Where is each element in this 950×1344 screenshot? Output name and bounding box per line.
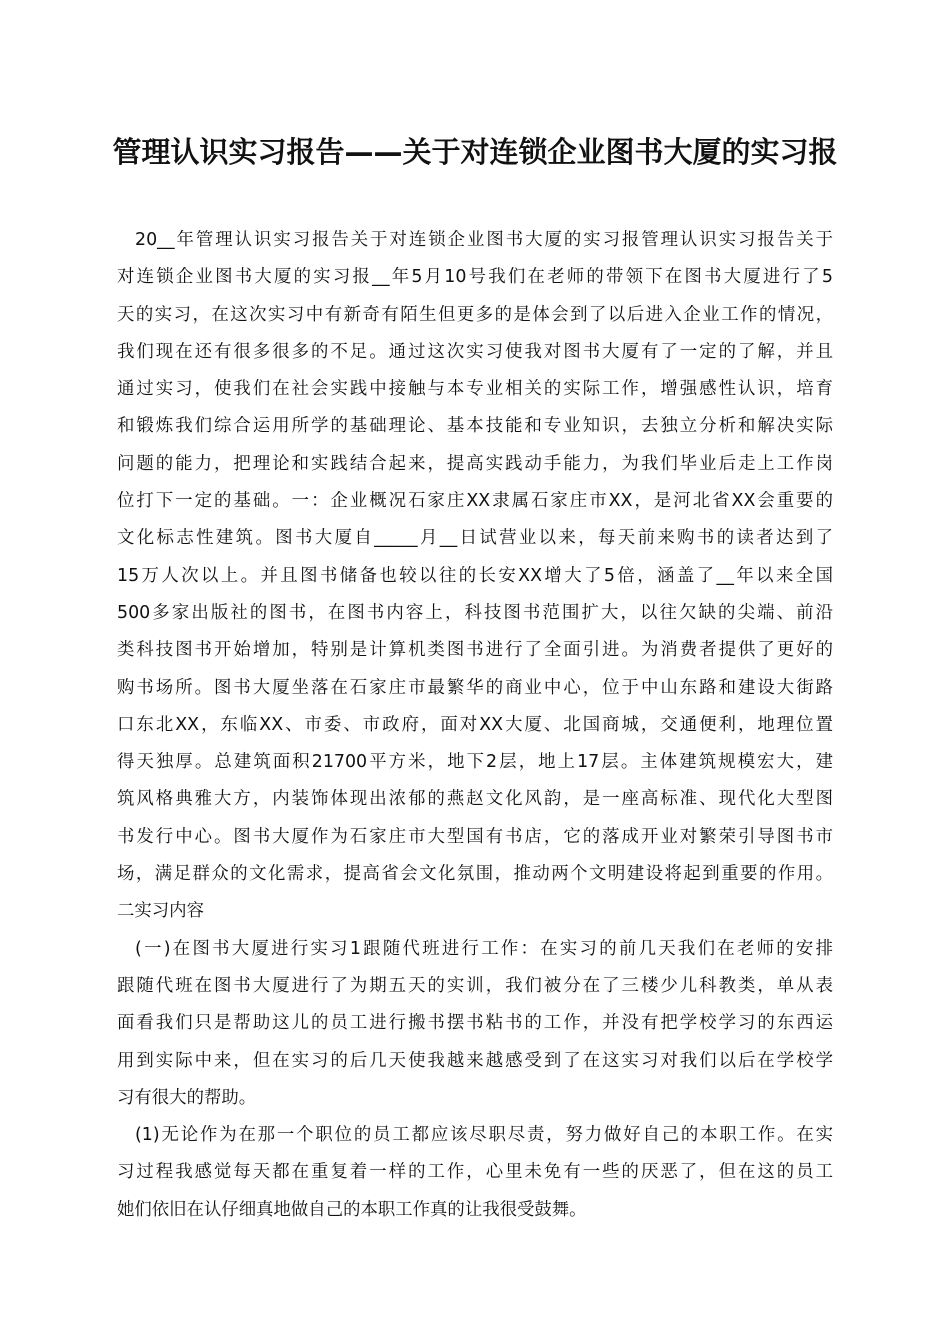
text-line: 问题的能力，把理论和实践结合起来，提高实践动手能力，为我们毕业后走上工作岗: [117, 453, 833, 474]
document-title: 管理认识实习报告——关于对连锁企业图书大厦的实习报: [112, 135, 838, 169]
text-line: 口东北XX，东临XX、市委、市政府，面对XX大厦、北国商城，交通便利，地理位置: [117, 714, 833, 735]
text-line: 500多家出版社的图书，在图书内容上，科技图书范围扩大，以往欠缺的尖端、前沿: [117, 602, 833, 623]
text-line: 我们现在还有很多很多的不足。通过这次实习使我对图书大厦有了一定的了解，并且: [117, 341, 833, 362]
text-line: 类科技图书开始增加，特别是计算机类图书进行了全面引进。为消费者提供了更好的: [117, 640, 833, 661]
text-line: 20__年管理认识实习报告关于对连锁企业图书大厦的实习报管理认识实习报告关于: [135, 230, 833, 250]
text-line: 习过程我感觉每天都在重复着一样的工作，心里未免有一些的厌恶了，但在这的员工: [117, 1162, 833, 1183]
text-line: (一)在图书大厦进行实习1跟随代班进行工作：在实习的前几天我们在老师的安排: [135, 938, 833, 959]
text-line: 跟随代班在图书大厦进行了为期五天的实训，我们被分在了三楼少儿科教类，单从表: [117, 975, 833, 996]
text-line: 面看我们只是帮助这儿的员工进行搬书摆书粘书的工作，并没有把学校学习的东西运: [117, 1013, 833, 1034]
text-line: 位打下一定的基础。一：企业概况石家庄XX隶属石家庄市XX，是河北省XX会重要的: [117, 491, 833, 512]
text-line: 文化标志性建筑。图书大厦自_____月__日试营业以来，每天前来购书的读者达到了: [117, 528, 833, 549]
text-line: 购书场所。图书大厦坐落在石家庄市最繁华的商业中心，位于中山东路和建设大街路: [117, 677, 833, 698]
text-line: 得天独厚。总建筑面积21700平方米，地下2层，地上17层。主体建筑规模宏大，建: [117, 752, 833, 773]
text-line: 场，满足群众的文化需求，提高省会文化氛围，推动两个文明建设将起到重要的作用。: [117, 864, 833, 885]
text-line: 对连锁企业图书大厦的实习报__年5月10号我们在老师的带领下在图书大厦进行了5: [117, 267, 833, 288]
text-line: 天的实习，在这次实习中有新奇有陌生但更多的是体会到了以后进入企业工作的情况，: [117, 304, 833, 325]
text-line: 通过实习，使我们在社会实践中接触与本专业相关的实际工作，增强感性认识，培育: [117, 379, 833, 400]
text-line: 和锻炼我们综合运用所学的基础理论、基本技能和专业知识，去独立分析和解决实际: [117, 416, 833, 437]
text-line: (1)无论作为在那一个职位的员工都应该尽职尽责，努力做好自己的本职工作。在实: [135, 1125, 833, 1146]
section-heading: 二实习内容: [117, 901, 204, 922]
text-line: 习有很大的帮助。: [117, 1087, 257, 1108]
text-line: 筑风格典雅大方，内装饰体现出浓郁的燕赵文化风韵，是一座高标准、现代化大型图: [117, 789, 833, 810]
text-line: 用到实际中来，但在实习的后几天使我越来越感受到了在这实习对我们以后在学校学: [117, 1050, 833, 1071]
text-line: 15万人次以上。并且图书储备也较以往的长安XX增大了5倍，涵盖了__年以来全国: [117, 565, 833, 586]
text-line: 她们依旧在认仔细真地做自己的本职工作真的让我很受鼓舞。: [117, 1199, 587, 1220]
document-body: [117, 222, 833, 1229]
text-line: 书发行中心。图书大厦作为石家庄市大型国有书店，它的落成开业对繁荣引导图书市: [117, 826, 833, 847]
